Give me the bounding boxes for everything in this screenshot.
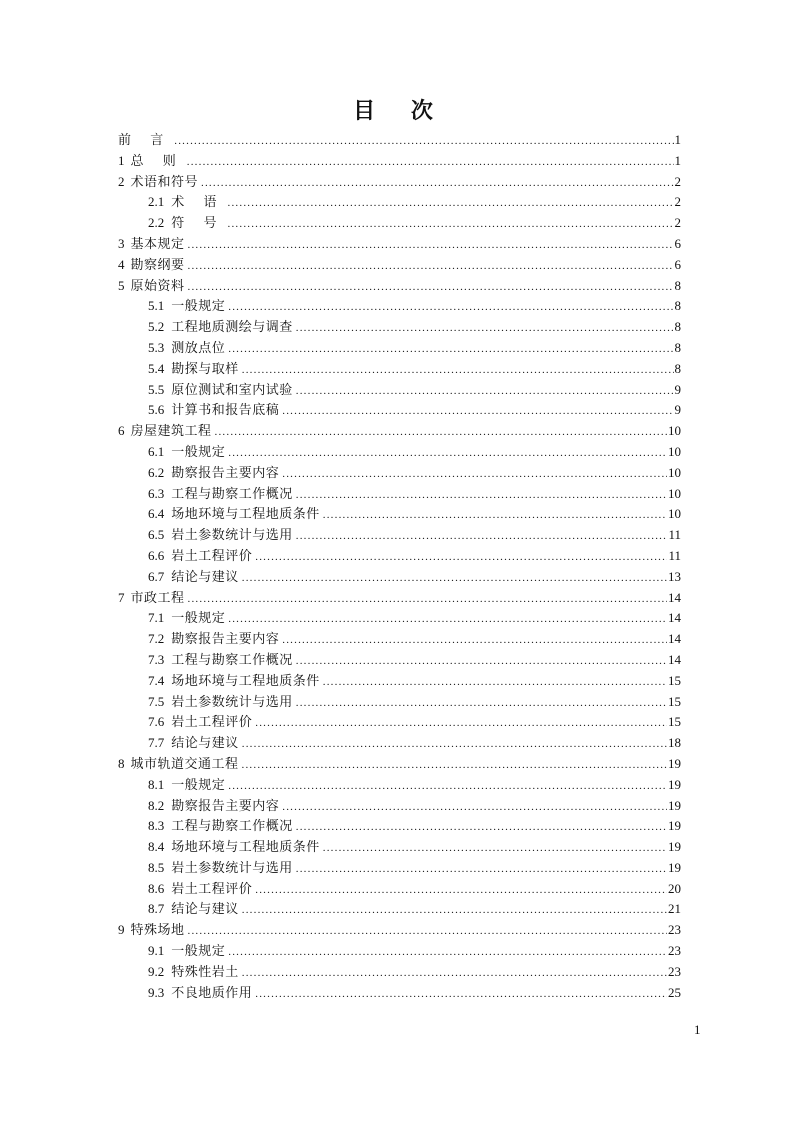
dot-leader [228, 776, 667, 797]
table-of-contents [118, 130, 681, 1003]
dot-leader [188, 277, 674, 298]
toc-entry-title: 城市轨道交通工程 [130, 755, 239, 771]
toc-entry-page: 8 [674, 298, 681, 314]
page-title: 目 次 [353, 99, 447, 124]
toc-entry-title: 一般规定 [171, 443, 226, 459]
toc-entry[interactable] [118, 234, 681, 255]
toc-entry-page: 19 [668, 818, 681, 834]
toc-entry-title: 不良地质作用 [171, 984, 253, 1000]
dot-leader [228, 942, 667, 963]
toc-entry-page: 10 [668, 443, 681, 459]
toc-entry-page: 19 [668, 776, 681, 792]
dot-leader [215, 422, 667, 443]
dot-leader [228, 193, 674, 214]
toc-entry-number: 6.5 [148, 527, 165, 543]
dot-leader [228, 339, 673, 360]
toc-entry-page: 6 [674, 235, 681, 251]
toc-entry[interactable] [118, 796, 681, 817]
toc-entry-title: 术 语 [171, 194, 225, 210]
dot-leader [228, 443, 667, 464]
toc-entry[interactable] [118, 754, 681, 775]
toc-entry-number: 9.2 [148, 963, 165, 979]
dot-leader [323, 672, 667, 693]
dot-leader [188, 921, 667, 942]
toc-entry-page: 15 [668, 672, 681, 688]
dot-leader [255, 547, 667, 568]
toc-entry-title: 勘探与取样 [171, 360, 239, 376]
toc-entry-page: 19 [668, 797, 681, 813]
toc-entry-title: 岩土参数统计与选用 [171, 693, 293, 709]
toc-entry-page: 23 [668, 963, 681, 979]
toc-entry-title: 市政工程 [130, 589, 185, 605]
dot-leader [242, 568, 667, 589]
toc-entry-title: 勘察报告主要内容 [171, 464, 280, 480]
toc-entry[interactable] [118, 359, 681, 380]
dot-leader [187, 152, 674, 173]
dot-leader [323, 505, 667, 526]
toc-entry-title: 勘察报告主要内容 [171, 797, 280, 813]
toc-entry-page: 9 [674, 402, 681, 418]
toc-entry-page: 1 [674, 132, 681, 147]
toc-entry-number: 7.6 [148, 714, 165, 730]
toc-entry-title: 工程与勘察工作概况 [171, 651, 293, 667]
toc-entry-page: 23 [668, 922, 681, 938]
toc-entry-page: 8 [674, 360, 681, 376]
toc-entry[interactable] [118, 276, 681, 297]
toc-entry-number: 8.2 [148, 797, 165, 813]
toc-entry-page: 14 [668, 651, 681, 667]
toc-entry-title: 一般规定 [171, 610, 226, 626]
toc-entry-number: 7.7 [148, 735, 165, 751]
toc-entry[interactable] [118, 879, 681, 900]
toc-entry-page: 15 [668, 693, 681, 709]
toc-entry-page: 23 [668, 943, 681, 959]
dot-leader [296, 651, 667, 672]
toc-entry-title: 原始资料 [130, 277, 185, 293]
toc-entry[interactable] [118, 546, 681, 567]
toc-entry-page: 1 [674, 152, 681, 168]
toc-entry[interactable] [118, 962, 681, 983]
toc-entry-title: 测放点位 [171, 339, 226, 355]
toc-entry-title: 房屋建筑工程 [130, 423, 212, 439]
toc-entry-page: 19 [668, 755, 681, 771]
toc-entry-number: 7.1 [148, 610, 165, 626]
dot-leader [255, 984, 667, 1005]
dot-leader [282, 464, 667, 485]
toc-entry-number: 6.4 [148, 506, 165, 522]
toc-entry-page: 10 [668, 423, 681, 439]
toc-entry-number: 7.4 [148, 672, 165, 688]
toc-entry-page: 13 [668, 568, 681, 584]
toc-entry-number: 8 [118, 755, 125, 771]
toc-entry-title: 工程与勘察工作概况 [171, 818, 293, 834]
toc-entry-number: 1 [118, 152, 125, 168]
dot-leader [242, 755, 667, 776]
toc-entry-number: 6 [118, 423, 125, 439]
toc-entry-page: 21 [668, 901, 681, 917]
toc-entry-page: 14 [668, 610, 681, 626]
toc-entry-title: 前 言 [118, 132, 172, 147]
toc-entry-number: 2.1 [148, 194, 165, 210]
toc-entry-number: 6.6 [148, 547, 165, 563]
toc-entry-number: 5.5 [148, 381, 165, 397]
toc-entry-page: 19 [668, 859, 681, 875]
toc-entry[interactable] [118, 296, 681, 317]
toc-entry[interactable] [118, 920, 681, 941]
toc-entry[interactable] [118, 816, 681, 837]
dot-leader [296, 817, 667, 838]
toc-entry-title: 原位测试和室内试验 [171, 381, 293, 397]
dot-leader [188, 235, 674, 256]
dot-leader [228, 297, 673, 318]
toc-entry-number: 6.1 [148, 443, 165, 459]
toc-entry-page: 11 [668, 527, 681, 543]
toc-entry[interactable] [118, 504, 681, 525]
toc-entry-number: 5.4 [148, 360, 165, 376]
toc-entry[interactable] [118, 775, 681, 796]
toc-entry-page: 18 [668, 735, 681, 751]
dot-leader [255, 880, 667, 901]
toc-entry[interactable] [118, 733, 681, 754]
toc-entry-title: 总 则 [130, 152, 184, 168]
toc-entry-title: 符 号 [171, 215, 225, 231]
dot-leader [255, 713, 667, 734]
toc-entry-title: 计算书和报告底稿 [171, 402, 280, 418]
dot-leader [323, 838, 667, 859]
toc-entry-title: 岩土工程评价 [171, 714, 253, 730]
toc-entry-page: 25 [668, 984, 681, 1000]
toc-entry-title: 术语和符号 [130, 173, 199, 189]
toc-entry[interactable] [118, 629, 681, 650]
toc-entry[interactable] [118, 941, 681, 962]
dot-leader [242, 900, 667, 921]
toc-entry-page: 8 [674, 277, 681, 293]
toc-entry-number: 8.1 [148, 776, 165, 792]
toc-entry-number: 7.2 [148, 631, 165, 647]
toc-entry[interactable] [118, 650, 681, 671]
toc-entry-page: 6 [674, 256, 681, 272]
toc-entry-number: 8.5 [148, 859, 165, 875]
dot-leader [296, 381, 674, 402]
toc-entry-title: 场地环境与工程地质条件 [171, 506, 320, 522]
toc-entry-title: 岩土工程评价 [171, 547, 253, 563]
toc-entry-title: 岩土工程评价 [171, 880, 253, 896]
toc-entry-number: 5.3 [148, 339, 165, 355]
toc-entry[interactable] [118, 338, 681, 359]
toc-entry[interactable] [118, 899, 681, 920]
toc-entry[interactable] [118, 712, 681, 733]
toc-entry-page: 2 [674, 173, 681, 189]
toc-entry[interactable] [118, 463, 681, 484]
toc-entry-number: 8.4 [148, 839, 165, 855]
toc-entry[interactable] [118, 151, 681, 172]
toc-entry-number: 3 [118, 235, 125, 251]
toc-entry-title: 工程地质测绘与调查 [171, 319, 293, 335]
dot-leader [296, 318, 674, 339]
toc-entry[interactable] [118, 983, 681, 1004]
toc-entry[interactable] [118, 172, 681, 193]
toc-entry-number: 6.3 [148, 485, 165, 501]
toc-entry[interactable] [118, 442, 681, 463]
toc-entry-title: 特殊场地 [130, 922, 185, 938]
toc-entry-title: 勘察纲要 [130, 256, 185, 272]
toc-entry-number: 8.3 [148, 818, 165, 834]
toc-entry[interactable] [118, 608, 681, 629]
toc-entry-title: 工程与勘察工作概况 [171, 485, 293, 501]
toc-entry[interactable] [118, 213, 681, 234]
dot-leader [228, 214, 674, 235]
toc-entry-number: 5.6 [148, 402, 165, 418]
dot-leader [228, 609, 667, 630]
toc-entry-title: 结论与建议 [171, 568, 239, 584]
toc-entry[interactable] [118, 317, 681, 338]
toc-entry-number: 4 [118, 256, 125, 272]
toc-entry-page: 11 [668, 547, 681, 563]
dot-leader [296, 693, 667, 714]
toc-entry-number: 7.3 [148, 651, 165, 667]
toc-entry-page: 2 [674, 215, 681, 231]
toc-entry-number: 7 [118, 589, 125, 605]
dot-leader [201, 173, 673, 194]
toc-entry-number: 5.1 [148, 298, 165, 314]
dot-leader [174, 131, 673, 152]
toc-entry[interactable] [118, 671, 681, 692]
dot-leader [296, 859, 667, 880]
toc-entry[interactable] [118, 588, 681, 609]
toc-entry[interactable] [118, 255, 681, 276]
toc-entry-page: 10 [668, 464, 681, 480]
dot-leader [188, 256, 674, 277]
toc-entry-title: 基本规定 [130, 235, 185, 251]
toc-entry-page: 2 [674, 194, 681, 210]
toc-entry[interactable] [118, 380, 681, 401]
toc-entry[interactable] [118, 567, 681, 588]
toc-entry-number: 2.2 [148, 215, 165, 231]
toc-entry-page: 8 [674, 319, 681, 335]
toc-entry-number: 5 [118, 277, 125, 293]
dot-leader [296, 526, 668, 547]
toc-entry-title: 一般规定 [171, 943, 226, 959]
toc-entry-number: 8.7 [148, 901, 165, 917]
dot-leader [282, 630, 667, 651]
toc-entry[interactable] [118, 692, 681, 713]
toc-entry[interactable] [118, 525, 681, 546]
toc-entry-page: 9 [674, 381, 681, 397]
toc-entry-page: 14 [668, 589, 681, 605]
toc-entry-number: 2 [118, 173, 125, 189]
toc-entry[interactable] [118, 484, 681, 505]
toc-entry-page: 19 [668, 839, 681, 855]
toc-entry-title: 结论与建议 [171, 901, 239, 917]
toc-entry[interactable] [118, 130, 681, 151]
toc-entry-title: 一般规定 [171, 298, 226, 314]
toc-entry-page: 10 [668, 485, 681, 501]
toc-entry-number: 9.3 [148, 984, 165, 1000]
dot-leader [282, 797, 667, 818]
toc-entry-number: 9 [118, 922, 125, 938]
toc-entry-title: 场地环境与工程地质条件 [171, 839, 320, 855]
toc-entry[interactable] [118, 421, 681, 442]
toc-entry-number: 7.5 [148, 693, 165, 709]
toc-entry-page: 20 [668, 880, 681, 896]
toc-entry-title: 勘察报告主要内容 [171, 631, 280, 647]
toc-entry-number: 6.7 [148, 568, 165, 584]
dot-leader [188, 589, 667, 610]
page-number: 1 [694, 1022, 701, 1037]
toc-entry[interactable] [118, 858, 681, 879]
toc-entry-number: 5.2 [148, 319, 165, 335]
toc-entry-page: 10 [668, 506, 681, 522]
toc-entry-page: 15 [668, 714, 681, 730]
toc-entry-number: 9.1 [148, 943, 165, 959]
dot-leader [242, 734, 667, 755]
toc-entry[interactable] [118, 837, 681, 858]
dot-leader [242, 963, 667, 984]
toc-entry-number: 6.2 [148, 464, 165, 480]
toc-entry-title: 岩土参数统计与选用 [171, 527, 293, 543]
toc-entry-number: 8.6 [148, 880, 165, 896]
dot-leader [296, 485, 667, 506]
toc-entry-title: 岩土参数统计与选用 [171, 859, 293, 875]
toc-entry-title: 结论与建议 [171, 735, 239, 751]
toc-entry-title: 一般规定 [171, 776, 226, 792]
toc-entry-page: 8 [674, 339, 681, 355]
toc-entry-title: 特殊性岩土 [171, 963, 239, 979]
toc-entry-page: 14 [668, 631, 681, 647]
toc-entry[interactable] [118, 400, 681, 421]
dot-leader [242, 360, 674, 381]
toc-entry-title: 场地环境与工程地质条件 [171, 672, 320, 688]
dot-leader [282, 401, 673, 422]
toc-entry[interactable] [118, 192, 681, 213]
